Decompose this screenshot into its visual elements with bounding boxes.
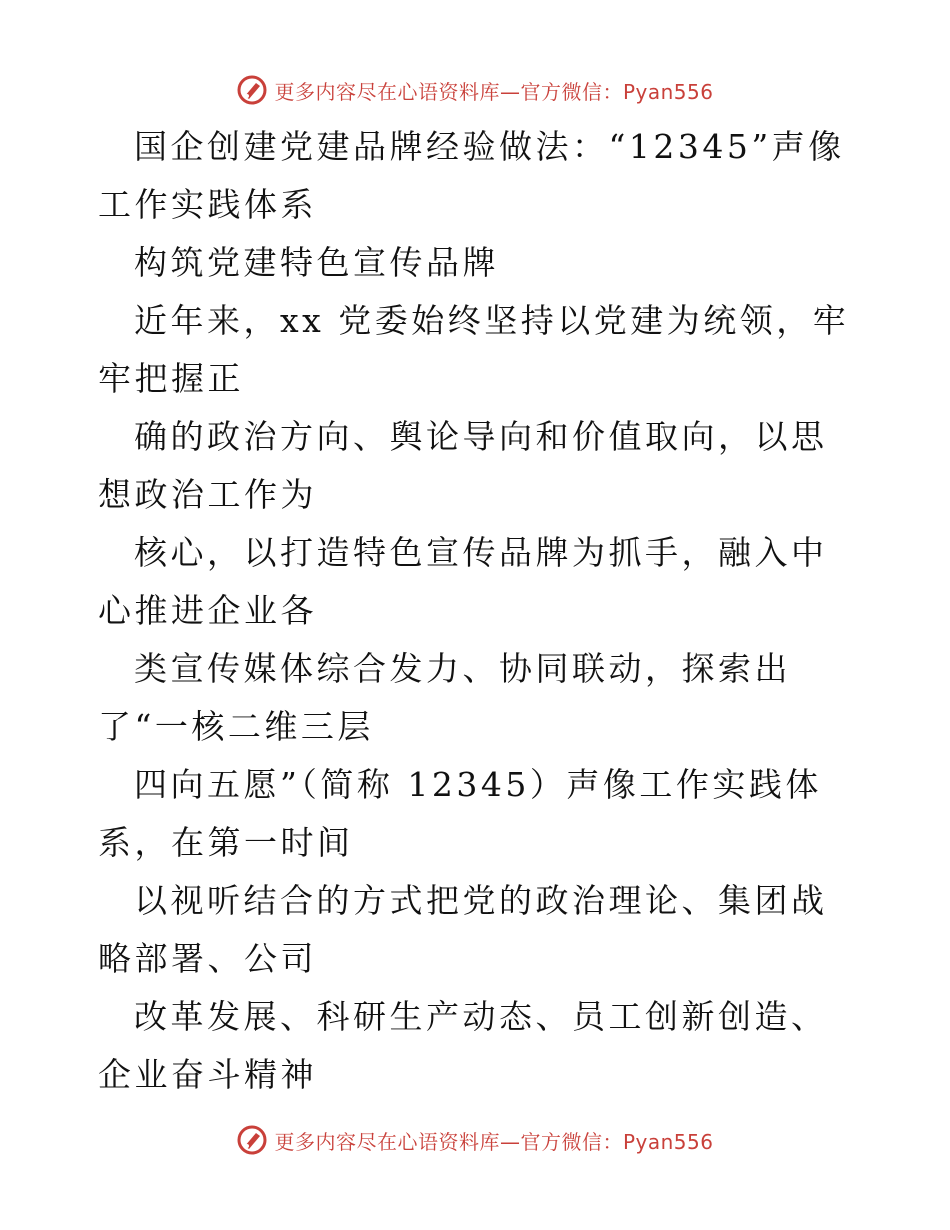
document-title: 国企创建党建品牌经验做法：“12345”声像工作实践体系 (98, 127, 845, 224)
paragraph: 改革发展、科研生产动态、员工创新创造、企业奋斗精神 (98, 997, 828, 1094)
paragraph: 类宣传媒体综合发力、协同联动，探索出了“一核二维三层 (98, 649, 791, 746)
paragraph: 四向五愿”（简称 12345）声像工作实践体系，在第一时间 (98, 765, 822, 862)
header-watermark (0, 70, 950, 110)
watermark-text: 更多内容尽在心语资料库—官方微信：Pyan556 (274, 1129, 714, 1154)
footer-watermark (0, 1120, 950, 1160)
document-subtitle: 构筑党建特色宣传品牌 (134, 243, 499, 282)
pen-seal-icon (236, 74, 268, 106)
paragraph: 以视听结合的方式把党的政治理论、集团战略部署、公司 (98, 881, 828, 978)
paragraph: 近年来，xx 党委始终坚持以党建为统领，牢牢把握正 (98, 301, 850, 398)
watermark-text: 更多内容尽在心语资料库—官方微信：Pyan556 (274, 79, 714, 104)
paragraph: 核心，以打造特色宣传品牌为抓手，融入中心推进企业各 (98, 533, 828, 630)
paragraph: 确的政治方向、舆论导向和价值取向，以思想政治工作为 (98, 417, 828, 514)
document-body (98, 118, 858, 1104)
pen-seal-icon (236, 1124, 268, 1156)
